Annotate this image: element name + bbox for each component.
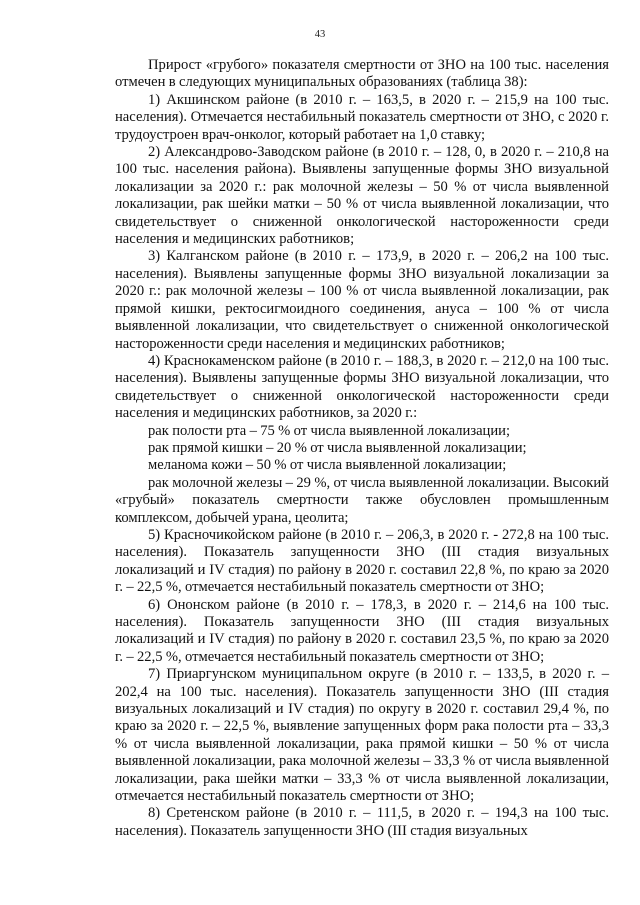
list-item-3-kalgansky: 3) Калганском районе (в 2010 г. – 173,9, в 2020 г. – 206,2 на 100 тыс. населения). Выявлены запущенные формы ЗНО визуальной локализации за 2020 г.: рак молочной железы – 100 % от числа выявленной локализации, рак прямой кишки, ректосигмоидного соединения, ануса – 100 % от числа выявленной локализации, что свидетельствует о сниженной онкологической настороженности среди населения и медицинских работников; (115, 248, 609, 352)
list-item-4-krasnokamensky: 4) Краснокаменском районе (в 2010 г. – 188,3, в 2020 г. – 212,0 на 100 тыс. населения). Выявлены запущенные формы ЗНО визуальной локализации, что свидетельствует о сниженной онкологической настороженности среди населения и медицинских работников, за 2020 г.: (115, 352, 609, 422)
list-item-7-priargunsky: 7) Приаргунском муниципальном округе (в 2010 г. – 133,5, в 2020 г. – 202,4 на 100 тыс. населения). Показатель запущенности ЗНО (III стадия визуальных локализаций и IV стадия) по округу в 2020 г. составил 29,4 %, по краю за 2020 г. – 22,5 %, выявление запущенных форм рака полости рта – 33,3 % от числа выявленной локализации, рака прямой кишки – 50 % от числа выявленной локализации, рака молочной железы – 33,3 % от числа выявленной локализации, рака шейки матки – 33,3 % от числа выявленной локализации, отмечается нестабильный показатель смертности от ЗНО; (115, 666, 609, 805)
sub-item-melanoma: меланома кожи – 50 % от числа выявленной локализации; (148, 457, 507, 474)
list-item-6-ononsky: 6) Ононском районе (в 2010 г. – 178,3, в 2020 г. – 214,6 на 100 тыс. населения). Показатель запущенности ЗНО (III стадия визуальных локализаций и IV стадия) по району в 2020 г. составил 23,5 %, по краю за 2020 г. – 22,5 %, отмечается нестабильный показатель смертности от ЗНО; (115, 596, 609, 665)
list-item-8-sretensky: 8) Сретенском районе (в 2010 г. – 111,5, в 2020 г. – 194,3 на 100 тыс. населения). Показатель запущенности ЗНО (III стадия визуальных (115, 805, 609, 839)
list-item-2-aleksandrovo-zavodsky: 2) Александрово-Заводском районе (в 2010 г. – 128, 0, в 2020 г. – 210,8 на 100 тыс. населения района). Выявлены запущенные формы ЗНО визуальной локализации за 2020 г.: рак молочной железы – 50 % от числа выявленной локализации, рак шейки матки – 50 % от числа выявленной локализации, что свидетельствует о сниженной онкологической настороженности среди населения и медицинских работников; (115, 144, 609, 248)
intro-paragraph: Прирост «грубого» показателя смертности от ЗНО на 100 тыс. населения отмечен в следующих муниципальных образованиях (таблица 38): (115, 57, 609, 91)
sub-item-oral-cancer: рак полости рта – 75 % от числа выявленной локализации; (148, 422, 511, 439)
page-number: 43 (314, 29, 326, 40)
sub-item-rectal-cancer: рак прямой кишки – 20 % от числа выявленной локализации; (148, 439, 527, 456)
list-item-1-akshinsky: 1) Акшинском районе (в 2010 г. – 163,5, в 2020 г. – 215,9 на 100 тыс. населения). Отмечается нестабильный показатель смертности от ЗНО, с 2020 г. трудоустроен врач-онколог, который работает на 1,0 ставку; (115, 91, 609, 143)
sub-item-breast-cancer: рак молочной железы – 29 %, от числа выявленной локализации. Высокий «грубый» показатель смертности также обусловлен промышленным комплексом, добычей урана, цеолита; (115, 474, 609, 526)
body-text (115, 57, 609, 840)
list-item-5-krasnochikoysky: 5) Красночикойском районе (в 2010 г. – 206,3, в 2020 г. - 272,8 на 100 тыс. населения). Показатель запущенности ЗНО (III стадия визуальных локализаций и IV стадия) по району в 2020 г. составил 22,8 %, по краю за 2020 г. – 22,5 %, отмечается нестабильный показатель смертности от ЗНО; (115, 526, 609, 596)
